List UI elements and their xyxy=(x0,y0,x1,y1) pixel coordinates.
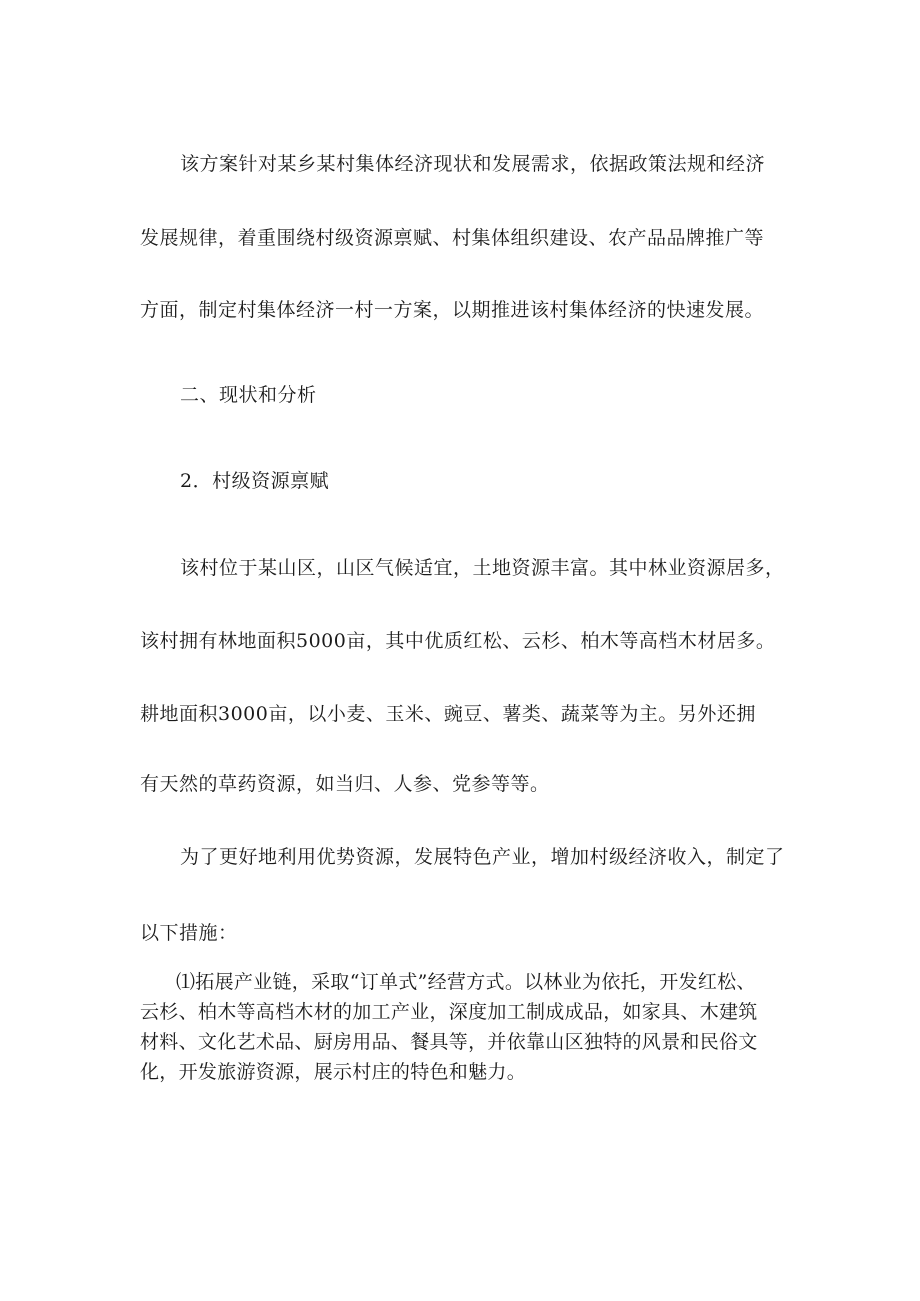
paragraph-line: ⑴拓展产业链，采取“订单式”经营方式。以林业为依托，开发红松、 xyxy=(176,971,756,993)
paragraph-line: 云杉、柏木等高档木材的加工产业，深度加工制成成品，如家具、木建筑 xyxy=(140,1001,758,1023)
paragraph-line: 该村拥有林地面积5000亩，其中优质红松、云杉、柏木等高档木材居多。 xyxy=(140,630,776,652)
measure-1-paragraph xyxy=(140,967,790,1087)
section-heading: 二、现状和分析 xyxy=(180,384,317,406)
paragraph-line: 该方案针对某乡某村集体经济现状和发展需求，依据政策法规和经济 xyxy=(180,153,766,175)
paragraph-line: 化，开发旅游资源，展示村庄的特色和魅力。 xyxy=(140,1061,527,1083)
paragraph-line: 发展规律，着重围绕村级资源禀赋、村集体组织建设、农产品品牌推广等 xyxy=(140,227,765,249)
paragraph-line: 耕地面积3000亩，以小麦、玉米、豌豆、薯类、蔬菜等为主。另外还拥 xyxy=(140,703,756,725)
subsection-heading: 2．村级资源禀赋 xyxy=(180,470,330,492)
paragraph-line: 为了更好地利用优势资源，发展特色产业，增加村级经济收入，制定了 xyxy=(180,846,785,868)
paragraph-line: 以下措施： xyxy=(140,922,238,944)
paragraph-line: 材料、文化艺术品、厨房用品、餐具等，并依靠山区独特的风景和民俗文 xyxy=(140,1031,758,1053)
paragraph-line: 该村位于某山区，山区气候适宜，土地资源丰富。其中林业资源居多， xyxy=(180,557,785,579)
paragraph-line: 方面，制定村集体经济一村一方案，以期推进该村集体经济的快速发展。 xyxy=(140,299,765,321)
paragraph-line: 有天然的草药资源，如当归、人参、党参等等。 xyxy=(140,773,550,795)
